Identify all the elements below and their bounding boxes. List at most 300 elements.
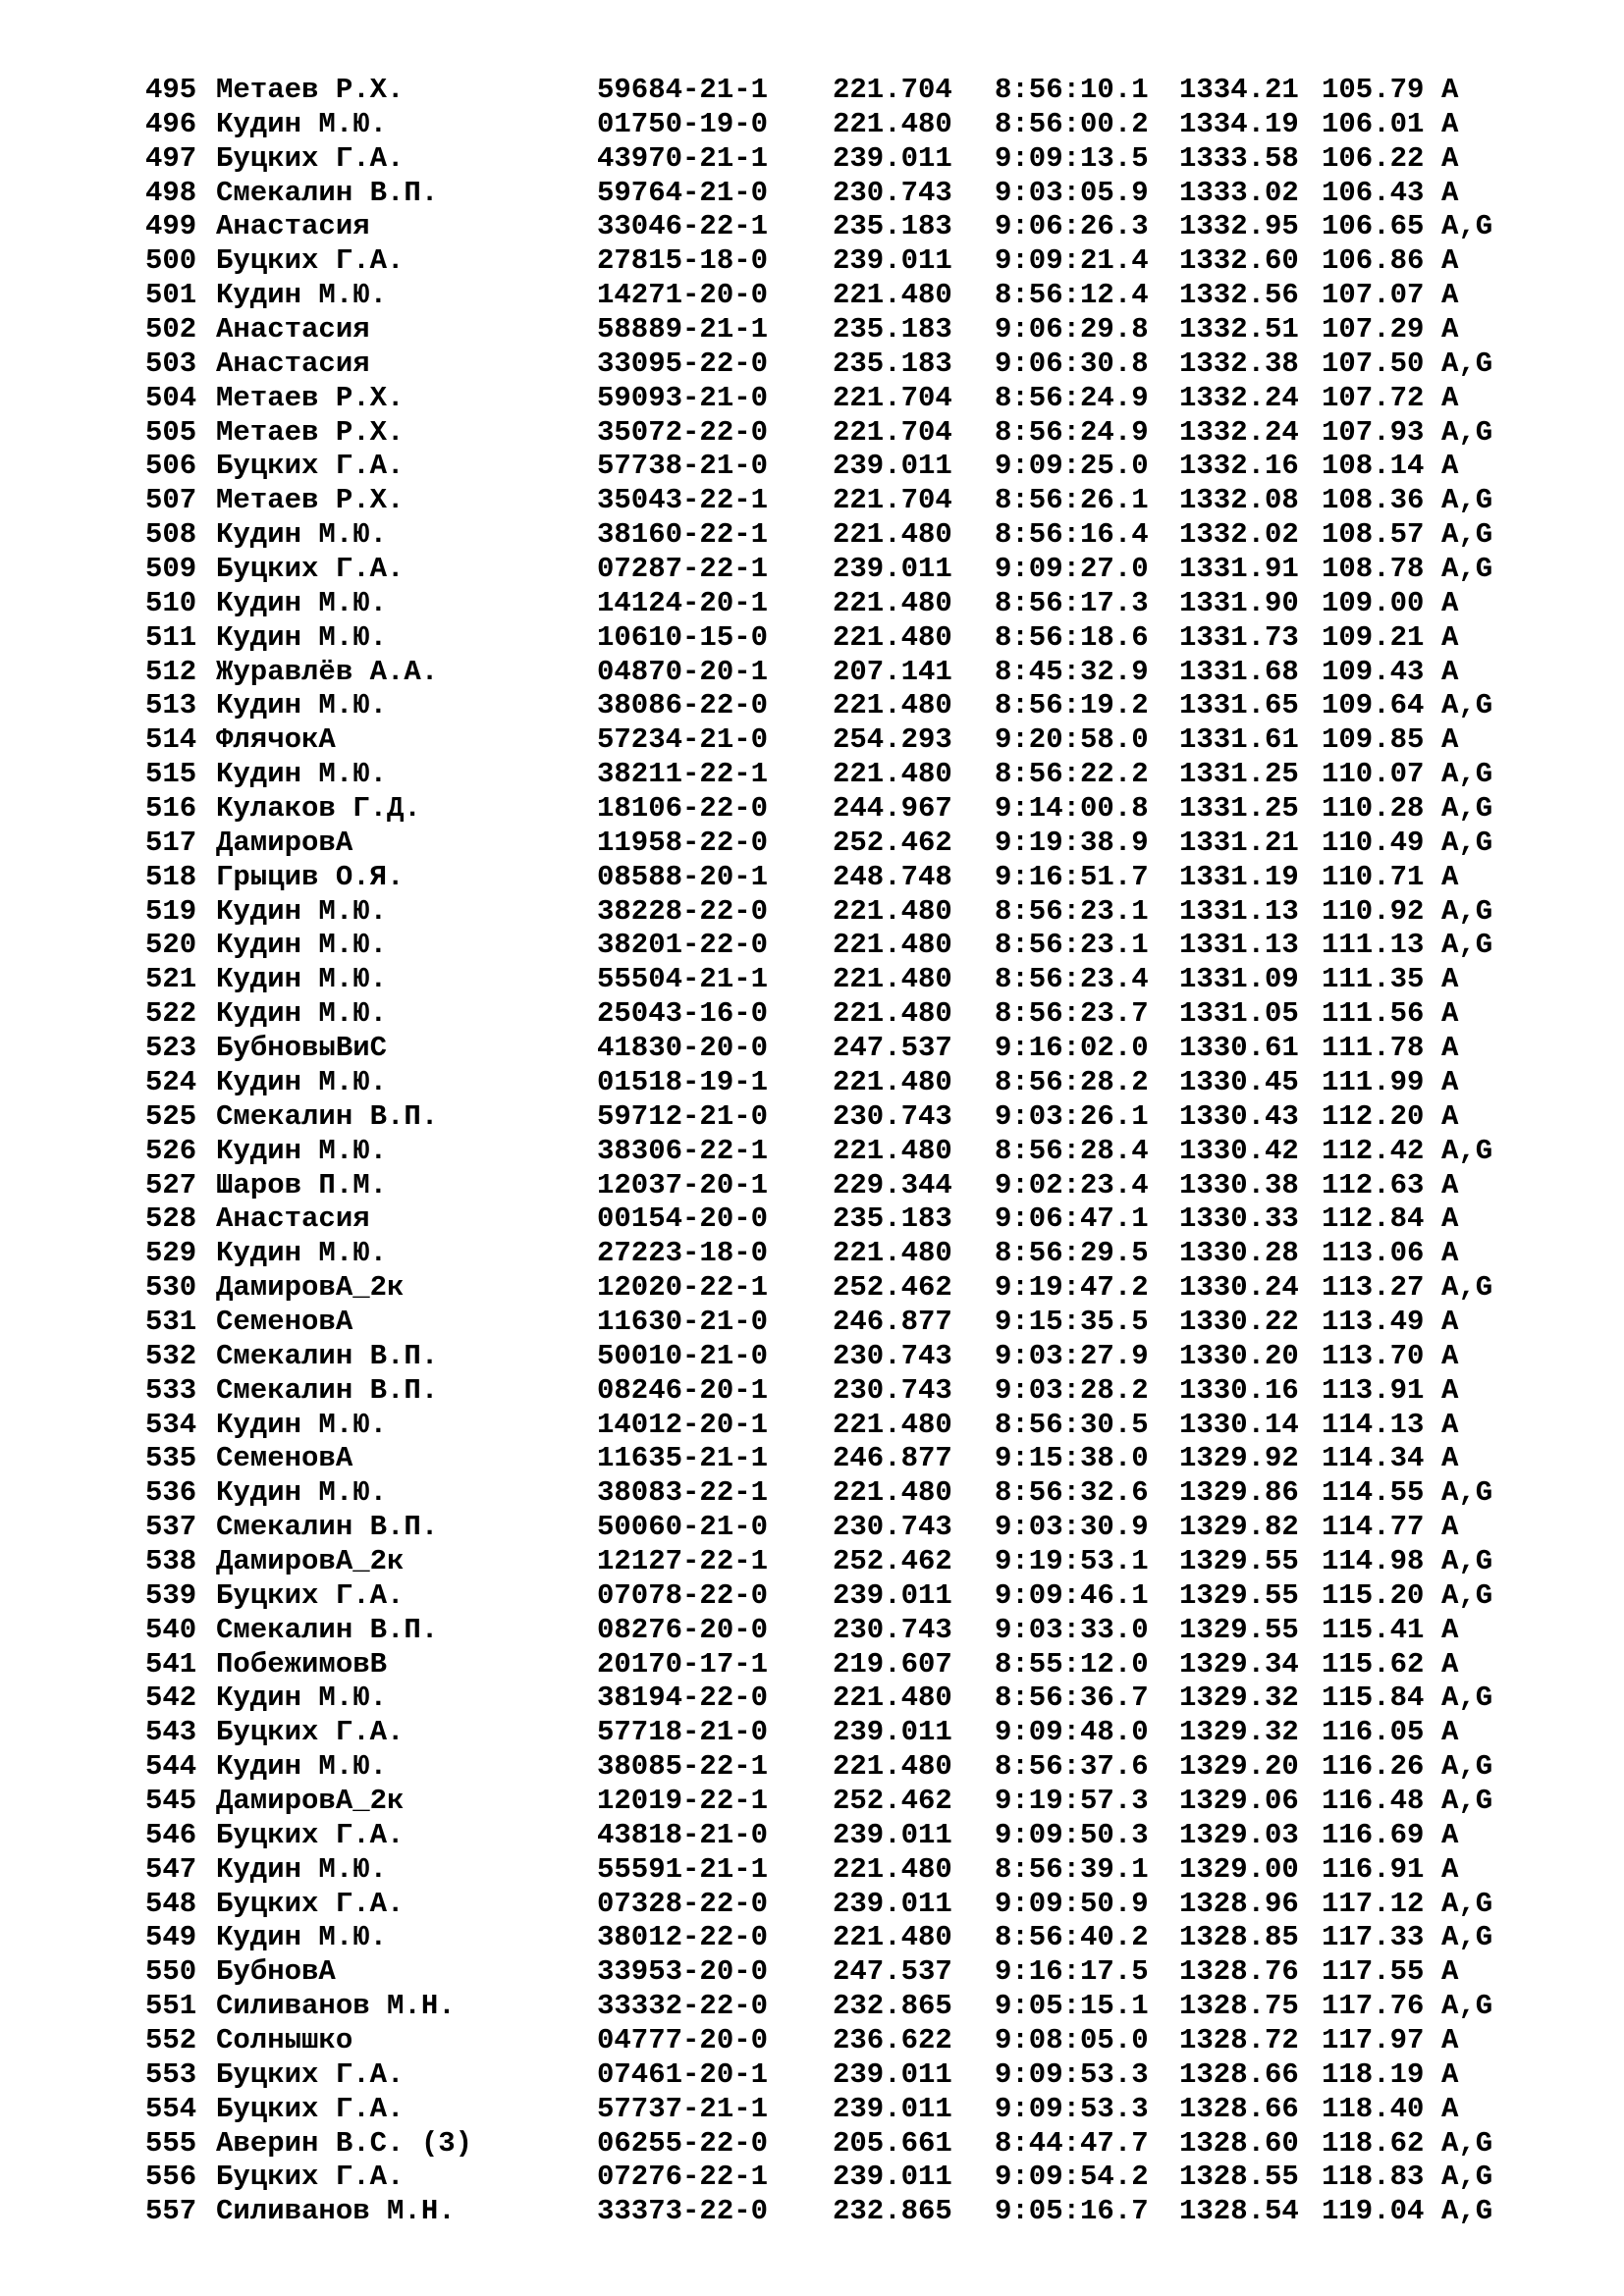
place-number: 519 (145, 894, 197, 928)
owner-name: ДамировА_2к (216, 1784, 405, 1817)
place-number: 497 (145, 141, 197, 175)
ring-id: 08246-20-1 (597, 1373, 769, 1407)
owner-name: Смекалин В.П. (216, 1339, 439, 1372)
ring-id: 04777-20-0 (597, 2023, 769, 2056)
table-row (145, 313, 1540, 347)
table-row (145, 2024, 1540, 2058)
place-number: 548 (145, 1887, 197, 1920)
distance: 230.743 (833, 1099, 952, 1133)
ring-id: 50060-21-0 (597, 1511, 769, 1544)
speed: 1331.90 (1179, 586, 1299, 619)
place-number: 556 (145, 2161, 197, 2194)
arrival-time: 8:56:28.4 (995, 1134, 1149, 1167)
owner-name: ДамировА_2к (216, 1544, 405, 1577)
points: 118.62 (1322, 2126, 1425, 2160)
ring-id: 04870-20-1 (597, 655, 769, 688)
owner-name: Журавлёв А.А. (216, 655, 439, 688)
speed: 1328.76 (1179, 1955, 1299, 1989)
place-number: 557 (145, 2195, 197, 2228)
ring-id: 38306-22-1 (597, 1134, 769, 1167)
place-number: 499 (145, 210, 197, 243)
arrival-time: 8:56:17.3 (995, 586, 1149, 619)
points: 109.64 (1322, 689, 1425, 722)
place-number: 534 (145, 1408, 197, 1441)
arrival-time: 9:19:53.1 (995, 1544, 1149, 1577)
owner-name: Метаев Р.Х. (216, 74, 405, 106)
flags: A,G (1441, 415, 1493, 449)
speed: 1332.24 (1179, 381, 1299, 414)
table-row (145, 2127, 1540, 2162)
distance: 254.293 (833, 723, 952, 757)
ring-id: 12019-22-1 (597, 1784, 769, 1817)
points: 117.55 (1322, 1955, 1425, 1989)
place-number: 531 (145, 1305, 197, 1338)
ring-id: 38194-22-0 (597, 1682, 769, 1715)
owner-name: Кулаков Г.Д. (216, 792, 421, 826)
arrival-time: 9:03:33.0 (995, 1613, 1149, 1646)
points: 113.70 (1322, 1339, 1425, 1372)
speed: 1330.20 (1179, 1339, 1299, 1372)
place-number: 504 (145, 381, 197, 414)
speed: 1328.85 (1179, 1921, 1299, 1954)
owner-name: Шаров П.М. (216, 1168, 388, 1201)
arrival-time: 9:03:28.2 (995, 1373, 1149, 1407)
ring-id: 38201-22-0 (597, 929, 769, 962)
flags: A (1441, 723, 1459, 757)
points: 107.72 (1322, 381, 1425, 414)
arrival-time: 9:16:17.5 (995, 1955, 1149, 1989)
distance: 239.011 (833, 2057, 952, 2091)
points: 114.34 (1322, 1442, 1425, 1475)
owner-name: СеменовА (216, 1442, 353, 1475)
ring-id: 50010-21-0 (597, 1339, 769, 1372)
ring-id: 38086-22-0 (597, 689, 769, 722)
speed: 1331.19 (1179, 860, 1299, 893)
flags: A,G (1441, 1271, 1493, 1305)
owner-name: Метаев Р.Х. (216, 415, 405, 449)
ring-id: 59764-21-0 (597, 176, 769, 209)
flags: A (1441, 1305, 1459, 1338)
place-number: 524 (145, 1065, 197, 1098)
place-number: 506 (145, 450, 197, 483)
points: 109.43 (1322, 655, 1425, 688)
owner-name: Метаев Р.Х. (216, 484, 405, 517)
table-row (145, 997, 1540, 1032)
table-row (145, 1202, 1540, 1237)
owner-name: Анастасия (216, 313, 370, 347)
owner-name: Смекалин В.П. (216, 1099, 439, 1133)
distance: 248.748 (833, 860, 952, 893)
owner-name: Силиванов М.Н. (216, 2195, 456, 2228)
flags: A (1441, 860, 1459, 893)
points: 118.40 (1322, 2092, 1425, 2125)
speed: 1330.28 (1179, 1237, 1299, 1270)
place-number: 507 (145, 484, 197, 517)
owner-name: Силиванов М.Н. (216, 1990, 456, 2023)
flags: A,G (1441, 2195, 1493, 2228)
table-row (145, 689, 1540, 723)
place-number: 547 (145, 1852, 197, 1886)
ring-id: 11958-22-0 (597, 826, 769, 859)
arrival-time: 8:45:32.9 (995, 655, 1149, 688)
place-number: 523 (145, 1032, 197, 1065)
owner-name: Аверин В.С. (3) (216, 2126, 473, 2160)
speed: 1330.16 (1179, 1373, 1299, 1407)
table-row (145, 861, 1540, 895)
place-number: 527 (145, 1168, 197, 1201)
owner-name: Буцких Г.А. (216, 450, 405, 483)
arrival-time: 8:56:37.6 (995, 1750, 1149, 1784)
points: 112.84 (1322, 1202, 1425, 1236)
ring-id: 14271-20-0 (597, 279, 769, 312)
owner-name: Кудин М.Ю. (216, 1237, 388, 1270)
speed: 1329.55 (1179, 1578, 1299, 1612)
distance: 221.480 (833, 1065, 952, 1098)
table-row (145, 108, 1540, 142)
points: 116.69 (1322, 1818, 1425, 1851)
place-number: 546 (145, 1818, 197, 1851)
ring-id: 33953-20-0 (597, 1955, 769, 1989)
place-number: 514 (145, 723, 197, 757)
flags: A (1441, 1511, 1459, 1544)
distance: 221.480 (833, 689, 952, 722)
ring-id: 01518-19-1 (597, 1065, 769, 1098)
flags: A (1441, 1032, 1459, 1065)
distance: 221.480 (833, 997, 952, 1031)
speed: 1329.55 (1179, 1613, 1299, 1646)
speed: 1331.13 (1179, 894, 1299, 928)
arrival-time: 9:09:50.3 (995, 1818, 1149, 1851)
speed: 1330.22 (1179, 1305, 1299, 1338)
owner-name: Анастасия (216, 1202, 370, 1236)
flags: A (1441, 1339, 1459, 1372)
distance: 239.011 (833, 1716, 952, 1749)
flags: A,G (1441, 1578, 1493, 1612)
arrival-time: 9:03:26.1 (995, 1099, 1149, 1133)
distance: 232.865 (833, 1990, 952, 2023)
flags: A (1441, 1099, 1459, 1133)
place-number: 496 (145, 107, 197, 140)
ring-id: 14012-20-1 (597, 1408, 769, 1441)
points: 115.20 (1322, 1578, 1425, 1612)
table-row (145, 792, 1540, 827)
ring-id: 38085-22-1 (597, 1750, 769, 1784)
points: 116.91 (1322, 1852, 1425, 1886)
ring-id: 38228-22-0 (597, 894, 769, 928)
owner-name: Кудин М.Ю. (216, 963, 388, 996)
flags: A,G (1441, 1134, 1493, 1167)
points: 107.29 (1322, 313, 1425, 347)
speed: 1330.33 (1179, 1202, 1299, 1236)
distance: 229.344 (833, 1168, 952, 1201)
owner-name: Кудин М.Ю. (216, 107, 388, 140)
ring-id: 18106-22-0 (597, 792, 769, 826)
ring-id: 07328-22-0 (597, 1887, 769, 1920)
ring-id: 57718-21-0 (597, 1716, 769, 1749)
flags: A (1441, 141, 1459, 175)
speed: 1331.91 (1179, 553, 1299, 586)
place-number: 526 (145, 1134, 197, 1167)
place-number: 501 (145, 279, 197, 312)
speed: 1328.60 (1179, 2126, 1299, 2160)
speed: 1332.02 (1179, 518, 1299, 552)
table-row (145, 2161, 1540, 2195)
table-row (145, 2058, 1540, 2093)
speed: 1331.73 (1179, 620, 1299, 654)
arrival-time: 9:05:15.1 (995, 1990, 1149, 2023)
flags: A,G (1441, 758, 1493, 791)
distance: 252.462 (833, 1271, 952, 1305)
flags: A (1441, 586, 1459, 619)
distance: 235.183 (833, 1202, 952, 1236)
place-number: 533 (145, 1373, 197, 1407)
speed: 1330.38 (1179, 1168, 1299, 1201)
table-row (145, 1888, 1540, 1922)
table-row (145, 1955, 1540, 1990)
owner-name: Кудин М.Ю. (216, 1750, 388, 1784)
points: 110.71 (1322, 860, 1425, 893)
ring-id: 25043-16-0 (597, 997, 769, 1031)
place-number: 549 (145, 1921, 197, 1954)
ring-id: 08588-20-1 (597, 860, 769, 893)
points: 110.07 (1322, 758, 1425, 791)
speed: 1333.58 (1179, 141, 1299, 175)
place-number: 555 (145, 2126, 197, 2160)
arrival-time: 9:09:53.3 (995, 2057, 1149, 2091)
points: 108.78 (1322, 553, 1425, 586)
arrival-time: 8:56:29.5 (995, 1237, 1149, 1270)
arrival-time: 9:09:25.0 (995, 450, 1149, 483)
distance: 221.480 (833, 107, 952, 140)
flags: A,G (1441, 1921, 1493, 1954)
place-number: 511 (145, 620, 197, 654)
ring-id: 14124-20-1 (597, 586, 769, 619)
points: 109.21 (1322, 620, 1425, 654)
arrival-time: 8:56:40.2 (995, 1921, 1149, 1954)
table-row (145, 1785, 1540, 1819)
arrival-time: 9:14:00.8 (995, 792, 1149, 826)
points: 106.86 (1322, 244, 1425, 278)
place-number: 537 (145, 1511, 197, 1544)
distance: 239.011 (833, 1887, 952, 1920)
distance: 221.480 (833, 894, 952, 928)
points: 117.97 (1322, 2023, 1425, 2056)
speed: 1331.68 (1179, 655, 1299, 688)
flags: A (1441, 1613, 1459, 1646)
table-row (145, 1374, 1540, 1409)
table-row (145, 963, 1540, 997)
distance: 244.967 (833, 792, 952, 826)
place-number: 551 (145, 1990, 197, 2023)
speed: 1331.61 (1179, 723, 1299, 757)
speed: 1329.34 (1179, 1647, 1299, 1681)
points: 111.35 (1322, 963, 1425, 996)
points: 112.42 (1322, 1134, 1425, 1167)
distance: 230.743 (833, 1511, 952, 1544)
table-row (145, 1032, 1540, 1066)
points: 115.41 (1322, 1613, 1425, 1646)
ring-id: 33332-22-0 (597, 1990, 769, 2023)
place-number: 521 (145, 963, 197, 996)
flags: A,G (1441, 518, 1493, 552)
flags: A (1441, 176, 1459, 209)
arrival-time: 8:56:18.6 (995, 620, 1149, 654)
speed: 1332.60 (1179, 244, 1299, 278)
place-number: 529 (145, 1237, 197, 1270)
speed: 1328.55 (1179, 2161, 1299, 2194)
arrival-time: 9:19:57.3 (995, 1784, 1149, 1817)
owner-name: Кудин М.Ю. (216, 1682, 388, 1715)
ring-id: 38211-22-1 (597, 758, 769, 791)
distance: 221.480 (833, 1476, 952, 1510)
points: 113.06 (1322, 1237, 1425, 1270)
points: 110.92 (1322, 894, 1425, 928)
arrival-time: 9:09:46.1 (995, 1578, 1149, 1612)
flags: A (1441, 1373, 1459, 1407)
table-row (145, 244, 1540, 279)
place-number: 542 (145, 1682, 197, 1715)
owner-name: Кудин М.Ю. (216, 997, 388, 1031)
distance: 247.537 (833, 1032, 952, 1065)
place-number: 552 (145, 2023, 197, 2056)
flags: A,G (1441, 1784, 1493, 1817)
flags: A,G (1441, 1990, 1493, 2023)
flags: A (1441, 450, 1459, 483)
speed: 1332.38 (1179, 347, 1299, 380)
ring-id: 38160-22-1 (597, 518, 769, 552)
speed: 1329.82 (1179, 1511, 1299, 1544)
owner-name: ДамировА (216, 826, 353, 859)
place-number: 536 (145, 1476, 197, 1510)
table-row (145, 279, 1540, 313)
speed: 1332.56 (1179, 279, 1299, 312)
table-row (145, 621, 1540, 656)
ring-id: 43818-21-0 (597, 1818, 769, 1851)
arrival-time: 9:19:38.9 (995, 826, 1149, 859)
points: 113.49 (1322, 1305, 1425, 1338)
arrival-time: 9:09:27.0 (995, 553, 1149, 586)
place-number: 522 (145, 997, 197, 1031)
points: 108.57 (1322, 518, 1425, 552)
distance: 230.743 (833, 1613, 952, 1646)
arrival-time: 9:03:27.9 (995, 1339, 1149, 1372)
table-row (145, 1442, 1540, 1476)
place-number: 517 (145, 826, 197, 859)
speed: 1329.32 (1179, 1682, 1299, 1715)
arrival-time: 8:55:12.0 (995, 1647, 1149, 1681)
speed: 1332.51 (1179, 313, 1299, 347)
points: 108.36 (1322, 484, 1425, 517)
speed: 1332.95 (1179, 210, 1299, 243)
place-number: 518 (145, 860, 197, 893)
arrival-time: 9:05:16.7 (995, 2195, 1149, 2228)
ring-id: 38012-22-0 (597, 1921, 769, 1954)
place-number: 500 (145, 244, 197, 278)
flags: A,G (1441, 210, 1493, 243)
speed: 1330.61 (1179, 1032, 1299, 1065)
arrival-time: 8:44:47.7 (995, 2126, 1149, 2160)
table-row (145, 347, 1540, 382)
place-number: 554 (145, 2092, 197, 2125)
speed: 1332.24 (1179, 415, 1299, 449)
ring-id: 57738-21-0 (597, 450, 769, 483)
ring-id: 59093-21-0 (597, 381, 769, 414)
owner-name: Кудин М.Ю. (216, 279, 388, 312)
flags: A (1441, 963, 1459, 996)
owner-name: Смекалин В.П. (216, 1511, 439, 1544)
points: 106.43 (1322, 176, 1425, 209)
speed: 1331.09 (1179, 963, 1299, 996)
arrival-time: 9:20:58.0 (995, 723, 1149, 757)
owner-name: СеменовА (216, 1305, 353, 1338)
distance: 239.011 (833, 244, 952, 278)
place-number: 508 (145, 518, 197, 552)
distance: 221.480 (833, 1852, 952, 1886)
ring-id: 55504-21-1 (597, 963, 769, 996)
distance: 221.480 (833, 1921, 952, 1954)
points: 109.85 (1322, 723, 1425, 757)
points: 116.48 (1322, 1784, 1425, 1817)
owner-name: Смекалин В.П. (216, 1373, 439, 1407)
table-row (145, 74, 1540, 108)
flags: A (1441, 1442, 1459, 1475)
points: 109.00 (1322, 586, 1425, 619)
arrival-time: 8:56:23.1 (995, 894, 1149, 928)
distance: 239.011 (833, 2161, 952, 2194)
points: 105.79 (1322, 74, 1425, 106)
owner-name: Кудин М.Ю. (216, 1134, 388, 1167)
ring-id: 33373-22-0 (597, 2195, 769, 2228)
speed: 1329.06 (1179, 1784, 1299, 1817)
points: 115.84 (1322, 1682, 1425, 1715)
place-number: 541 (145, 1647, 197, 1681)
ring-id: 33046-22-1 (597, 210, 769, 243)
speed: 1331.13 (1179, 929, 1299, 962)
arrival-time: 9:06:30.8 (995, 347, 1149, 380)
arrival-time: 8:56:23.4 (995, 963, 1149, 996)
distance: 230.743 (833, 1373, 952, 1407)
flags: A (1441, 1852, 1459, 1886)
flags: A,G (1441, 792, 1493, 826)
place-number: 553 (145, 2057, 197, 2091)
points: 110.49 (1322, 826, 1425, 859)
arrival-time: 9:19:47.2 (995, 1271, 1149, 1305)
ring-id: 12127-22-1 (597, 1544, 769, 1577)
table-row (145, 177, 1540, 211)
owner-name: Кудин М.Ю. (216, 620, 388, 654)
owner-name: Грыцив О.Я. (216, 860, 405, 893)
ring-id: 58889-21-1 (597, 313, 769, 347)
flags: A (1441, 2023, 1459, 2056)
ring-id: 27815-18-0 (597, 244, 769, 278)
ring-id: 57234-21-0 (597, 723, 769, 757)
table-row (145, 142, 1540, 177)
distance: 252.462 (833, 1544, 952, 1577)
arrival-time: 9:09:53.3 (995, 2092, 1149, 2125)
table-row (145, 1306, 1540, 1340)
table-row (145, 1990, 1540, 2024)
points: 113.27 (1322, 1271, 1425, 1305)
results-table (145, 74, 1540, 2229)
points: 114.55 (1322, 1476, 1425, 1510)
table-row (145, 1169, 1540, 1203)
distance: 221.480 (833, 1237, 952, 1270)
flags: A (1441, 2092, 1459, 2125)
table-row (145, 1921, 1540, 1955)
table-row (145, 450, 1540, 484)
owner-name: Анастасия (216, 347, 370, 380)
table-row (145, 553, 1540, 587)
